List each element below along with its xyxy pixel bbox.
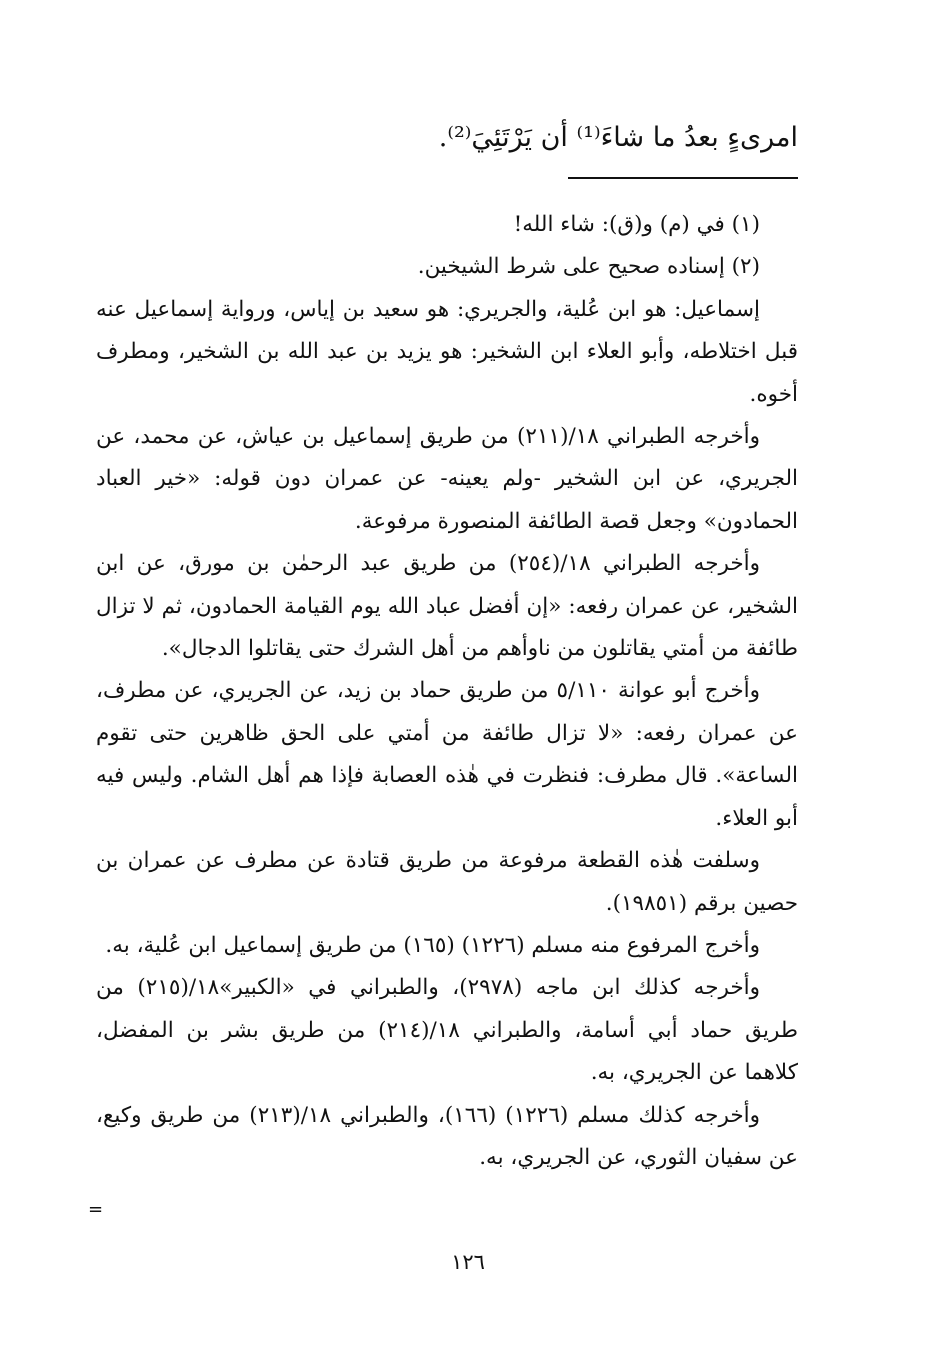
footnotes-section [96,204,798,1179]
commentary-paragraph: وأخرجه كذلك ابن ماجه (٢٩٧٨)، والطبراني في «الكبير»١٨/(٢١٥) من طريق حماد أبي أسامة، والطبراني ١٨/(٢١٤) من طريق بشر بن المفضل، كلاهما عن الجريري، به. [96,975,799,1086]
page-number: ١٢٦ [451,1250,485,1274]
commentary-paragraph: وأخرجه كذلك مسلم (١٢٢٦) (١٦٦)، والطبراني ١٨/(٢١٣) من طريق وكيع، عن سفيان الثوري، عن الجريري، به. [96,1102,798,1170]
commentary-paragraph: وأخرجه الطبراني ١٨/(٢٥٤) من طريق عبد الرحمٰن بن مورق، عن ابن الشخير، عن عمران رفعه: «إن أفضل عباد الله يوم القيامة الحمادون، ثم لا تزال طائفة من أمتي يقاتلون من ناوأهم من أهل الشرك حتى يقاتلوا الدجال». [96,551,798,662]
footnote-2: (٢) إسناده صحيح على شرط الشيخين. [417,254,760,280]
commentary-paragraph: وأخرجه الطبراني ١٨/(٢١١) من طريق إسماعيل بن عياش، عن محمد، عن الجريري، عن ابن الشخير -ولم يعينه- عن عمران دون قوله: «خير العباد الحمادون» وجعل قصة الطائفة المنصورة مرفوعة. [96,424,798,534]
commentary-paragraph: وأخرج أبو عوانة ٥/١١٠ من طريق حماد بن زيد، عن الجريري، عن مطرف، عن عمران رفعه: «لا تزال طائفة من أمتي على الحق ظاهرين حتى تقوم الساعة». قال مطرف: فنظرت في هٰذه العصابة فإذا هم أهل الشام. وليس فيه أبو العلاء. [96,678,798,831]
footnote-separator [568,177,798,179]
commentary-paragraph: وأخرج المرفوع منه مسلم (١٢٢٦) (١٦٥) من طريق إسماعيل ابن عُلية، به. [105,932,760,958]
commentary-paragraph: إسماعيل: هو ابن عُلية، والجريري: هو سعيد بن إياس، ورواية إسماعيل عنه قبل اختلاطه، وأبو العلاء ابن الشخير: هو يزيد بن عبد الله بن الشخير، ومطرف أخوه. [96,296,798,407]
commentary-paragraph: وسلفت هٰذه القطعة مرفوعة من طريق قتادة عن مطرف عن عمران بن حصين برقم (١٩٨٥١). [96,848,798,916]
continuation-mark: = [88,1199,104,1220]
footnote-1: (١) في (م) و(ق): شاء الله! [513,212,760,237]
main-text-line: امرىءٍ بعدُ ما شاءَ⁽¹⁾ أن يَرْتَئِيَ⁽²⁾. [438,122,798,153]
